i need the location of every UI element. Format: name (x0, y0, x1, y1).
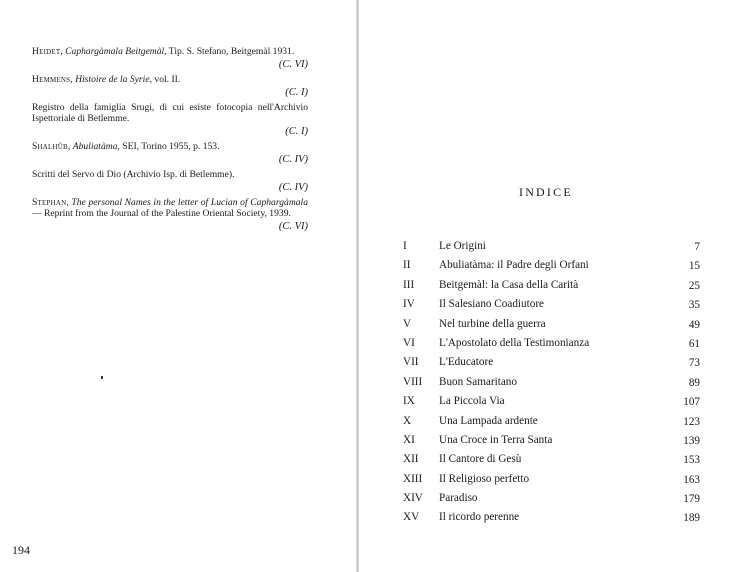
page-number: 194 (12, 543, 30, 557)
chapter-page: 107 (683, 396, 700, 409)
chapter-title: Le Origini (439, 240, 486, 252)
toc-row (403, 413, 700, 432)
entry-author: Shalhûb (32, 141, 68, 152)
toc-row (403, 451, 700, 470)
chapter-number: I (403, 240, 407, 252)
entry-chapter-ref: (C. I) (285, 87, 308, 98)
chapter-page: 25 (688, 279, 700, 292)
toc-row (403, 354, 700, 373)
entry-separator: , (66, 197, 72, 208)
entry-title: The personal Names in the letter of Lucian of Caphargàmala (71, 197, 309, 208)
chapter-page: 123 (683, 415, 700, 428)
chapter-page: 15 (688, 260, 700, 273)
chapter-number: XII (403, 453, 419, 466)
chapter-title: Una Croce in Terra Santa (439, 433, 553, 446)
entry-text (32, 197, 308, 219)
entry-details: Scritti del Servo di Dio (Archivio Isp. di Betlemme). (32, 169, 235, 180)
bibliography-entry (32, 74, 308, 98)
right-page (359, 0, 739, 572)
chapter-title: Abuliatàma: il Padre degli Orfani (439, 259, 589, 272)
entry-text (32, 141, 308, 152)
chapter-title: Il Salesiano Coadiutore (439, 298, 545, 311)
entry-details: — Reprint from the Journal of the Palestine Oriental Society, 1939. (32, 208, 291, 219)
chapter-number: XIII (403, 472, 423, 485)
toc-row (403, 316, 700, 335)
index-heading: INDICE (519, 185, 573, 199)
entry-details: , SEI, Torino 1955, p. 153. (117, 141, 220, 152)
chapter-number: XI (403, 433, 415, 446)
chapter-number: X (403, 414, 412, 427)
entry-details: , vol. II. (149, 74, 181, 85)
chapter-number: II (403, 259, 411, 272)
bibliography-list (32, 46, 308, 236)
chapter-page: 163 (683, 473, 700, 486)
entry-separator: , (60, 46, 66, 57)
entry-text (32, 169, 308, 180)
entry-title: Histoire de la Syrie (75, 74, 150, 85)
toc-row (403, 257, 700, 276)
chapter-page: 179 (683, 493, 700, 506)
toc-row (403, 277, 700, 296)
entry-chapter-ref: (C. IV) (278, 154, 308, 165)
toc-row (403, 509, 700, 528)
toc-row (403, 393, 700, 412)
entry-text (32, 74, 308, 85)
entry-author: Stephan (32, 197, 67, 208)
chapter-number: VI (403, 336, 415, 349)
chapter-number: VIII (403, 375, 423, 388)
chapter-number: XV (403, 511, 420, 524)
bibliography-entry (32, 102, 308, 137)
chapter-title: Il Cantore di Gesù (439, 453, 522, 466)
entry-chapter-ref: (C. VI) (278, 221, 308, 232)
chapter-page: 89 (688, 376, 700, 389)
bibliography-entry (32, 197, 308, 232)
chapter-title: Nel turbine della guerra (439, 317, 546, 330)
toc-row (403, 238, 700, 257)
chapter-title: L'Apostolato della Testimonianza (439, 336, 590, 349)
chapter-title: Beitgemàl: la Casa della Carità (439, 278, 579, 291)
entry-author: Heidet (32, 46, 61, 57)
chapter-page: 139 (683, 434, 700, 447)
entry-chapter-ref: (C. I) (285, 126, 308, 137)
toc-row (403, 374, 700, 393)
chapter-number: IX (403, 395, 415, 408)
chapter-page: 189 (683, 512, 700, 525)
left-page (0, 0, 356, 572)
chapter-title: Il ricordo perenne (439, 511, 520, 524)
chapter-number: XIV (403, 492, 423, 505)
chapter-number: III (403, 278, 415, 291)
chapter-page: 61 (688, 337, 700, 350)
entry-title: Caphargàmala Beitgemàl (65, 46, 165, 57)
entry-details: Registro della famiglia Srugi, di cui esiste fotocopia nell'Archivio Ispettoriale di Betlemme. (32, 102, 308, 124)
chapter-page: 49 (688, 318, 700, 331)
toc-row (403, 490, 700, 509)
entry-separator: , (67, 141, 73, 152)
chapter-title: Una Lampada ardente (439, 414, 538, 427)
toc-row (403, 432, 700, 451)
chapter-number: IV (403, 298, 415, 311)
entry-chapter-ref: (C. IV) (278, 182, 308, 193)
bibliography-entry (32, 169, 308, 193)
chapter-page: 153 (683, 454, 700, 467)
entry-title: Abuliatàma (72, 141, 118, 152)
entry-chapter-ref: (C. VI) (278, 59, 308, 70)
bibliography-entry (32, 46, 308, 70)
toc-row (403, 471, 700, 490)
chapter-page: 35 (688, 299, 700, 312)
chapter-number: VII (403, 356, 419, 369)
chapter-title: Buon Samaritano (439, 375, 517, 388)
chapter-title: La Piccola Via (439, 395, 505, 408)
entry-author: Hemmens (32, 74, 71, 85)
entry-details: , Tip. S. Stefano, Beitgemàl 1931. (164, 46, 295, 57)
chapter-number: V (403, 317, 412, 330)
toc-row (403, 296, 700, 315)
chapter-title: Paradiso (439, 492, 478, 505)
chapter-page: 7 (694, 241, 700, 253)
bibliography-entry (32, 141, 308, 165)
table-of-contents (403, 238, 700, 529)
entry-text (32, 102, 308, 124)
entry-separator: , (70, 74, 76, 85)
chapter-page: 73 (688, 357, 700, 370)
ink-speck (101, 376, 103, 379)
toc-row (403, 335, 700, 354)
chapter-title: Il Religioso perfetto (439, 472, 530, 485)
chapter-title: L'Educatore (439, 356, 494, 369)
entry-text (32, 46, 308, 57)
